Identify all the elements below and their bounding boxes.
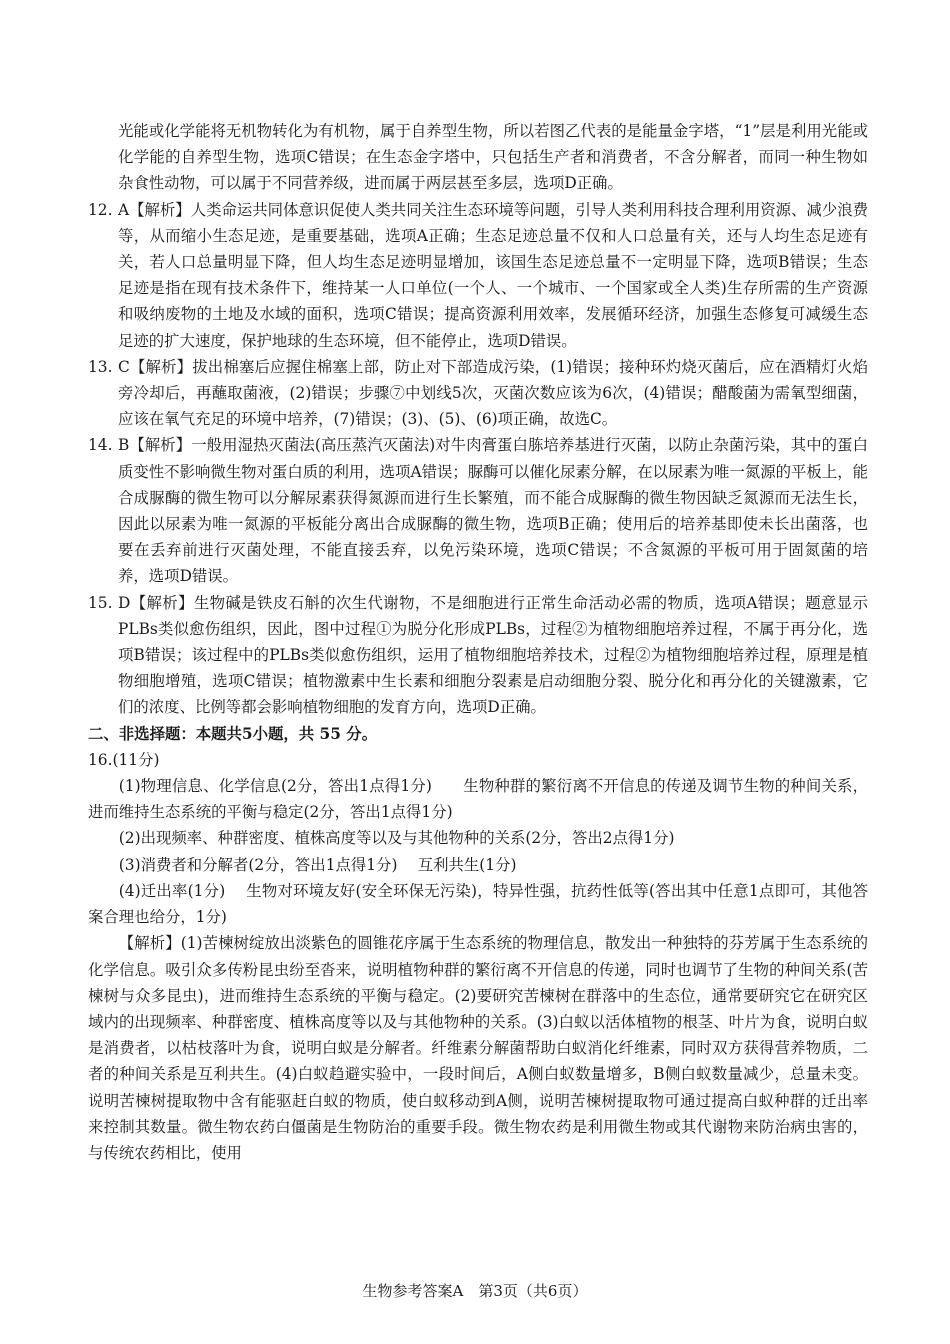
q16-analysis: 【解析】(1)苦楝树绽放出淡紫色的圆锥花序属于生态系统的物理信息，散发出一种独特的芬芳属于生态系统的化学信息。吸引众多传粉昆虫纷至沓来，说明植物种群的繁衍离不开信息的传递，同时也调节了生物的种间关系(苦楝树与众多昆虫)，进而维持生态系统的平衡与稳定。(2)要研究苦楝树在群落中的生态位，通常要研究它在研究区域内的出现频率、种群密度、植株高度等以及与其他物种的关系。(3)白蚁以活体植物的根茎、叶片为食，说明白蚁是消费者，以枯枝落叶为食，说明白蚁是分解者。纤维素分解菌帮助白蚁消化纤维素，同时双方获得营养物质，二者的种间关系是互利共生。(4)白蚁趋避实验中，一段时间后，A侧白蚁数量增多，B侧白蚁数量减少，总量未变。说明苦楝树提取物中含有能驱赶白蚁的物质，使白蚁移动到A侧，说明苦楝树提取物可通过提高白蚁种群的迁出率来控制其数量。微生物农药白僵菌是生物防治的重要手段。微生物农药是利用微生物或其代谢物来防治病虫害的，与传统农药相比，使用 [88, 934, 868, 1162]
question-explanation: D【解析】生物碱是铁皮石斛的次生代谢物，不是细胞进行正常生命活动必需的物质，选项A错误；题意显示PLBs类似愈伤组织，因此，图中过程①为脱分化形成PLBs，过程②为植物细胞培养过程，不属于再分化，选项B错误；该过程中的PLBs类似愈伤组织，运用了植物细胞培养技术，过程②为植物细胞培养过程，原理是植物细胞增殖，选项C错误；植物激素中生长素和细胞分裂素是启动细胞分裂、脱分化和再分化的关键激素，它们的浓度、比例等都会影响植物细胞的发育方向，选项D正确。 [118, 593, 868, 717]
question-item-15 [88, 590, 868, 721]
question-explanation: C【解析】拔出棉塞后应握住棉塞上部，防止对下部造成污染，(1)错误；接种环灼烧灭菌后，应在酒精灯火焰旁冷却后，再蘸取菌液，(2)错误；步骤⑦中划线5次，灭菌次数应该为6次，(4)错误；醋酸菌为需氧型细菌，应该在氧气充足的环境中培养，(7)错误；(3)、(5)、(6)项正确，故选C。 [118, 357, 868, 429]
page-footer: 生物参考答案A 第3页（共6页） [362, 1282, 588, 1300]
question-item-14 [88, 432, 868, 589]
q16-answer-2: (2)出现频率、种群密度、植株高度等以及与其他物种的关系(2分，答出2点得1分) [118, 829, 675, 848]
question-item-13 [88, 354, 868, 433]
q11-continuation: 光能或化学能将无机物转化为有机物，属于自养型生物，所以若图乙代表的是能量金字塔，“1”层是利用光能或化学能的自养型生物，选项C错误；在生态金字塔中，只包括生产者和消费者，不含分解者，而同一种生物如杂食性动物，可以属于不同营养级，进而属于两层甚至多层，选项D正确。 [118, 122, 868, 193]
question-number: 13. [88, 357, 113, 376]
question-explanation: B【解析】一般用湿热灭菌法(高压蒸汽灭菌法)对牛肉膏蛋白胨培养基进行灭菌，以防止杂菌污染，其中的蛋白质变性不影响微生物对蛋白质的利用，选项A错误；脲酶可以催化尿素分解，在以尿素为唯一氮源的平板上，能合成脲酶的微生物可以分解尿素获得氮源而进行生长繁殖，而不能合成脲酶的微生物因缺乏氮源而无法生长，因此以尿素为唯一氮源的平板能分离出合成脲酶的微生物，选项B正确；使用后的培养基即使未长出菌落，也要在丢弃前进行灭菌处理，不能直接丢弃，以免污染环境，选项C错误；不含氮源的平板可用于固氮菌的培养，选项D错误。 [118, 436, 868, 586]
answer-page [88, 118, 868, 1166]
section-title: 二、非选择题：本题共5小题，共 55 分。 [88, 724, 378, 743]
question-number: 12. [88, 200, 113, 219]
question-item-12 [88, 197, 868, 354]
question-number: 14. [88, 436, 113, 455]
q16-answer-4: (4)迁出率(1分) 生物对环境友好(安全环保无污染)，特异性强，抗药性低等(答出其中任意1点即可，其他答案合理也给分，1分) [88, 881, 868, 927]
question-explanation: A【解析】人类命运共同体意识促使人类共同关注生态环境等问题，引导人类利用科技合理利用资源、减少浪费等，从而缩小生态足迹，是重要基础，选项A正确；生态足迹总量不仅和人口总量有关，还与人均生态足迹有关，若人口总量明显下降，但人均生态足迹明显增加，该国生态足迹总量不一定明显下降，选项B错误；生态足迹是指在现有技术条件下，维持某一人口单位(一个人、一个城市、一个国家或全人类)生存所需的生产资源和吸纳废物的土地及水域的面积，选项C错误；提高资源利用效率，发展循环经济，加强生态修复可减缓生态足迹的扩大速度，保护地球的生态环境，但不能停止，选项D错误。 [118, 200, 868, 350]
question-number: 15. [88, 593, 113, 612]
q16-answer-1: (1)物理信息、化学信息(2分，答出1点得1分) 生物种群的繁衍离不开信息的传递及调节生物的种间关系，进而维持生态系统的平衡与稳定(2分，答出1点得1分) [88, 777, 868, 822]
q16-header: 16.(11分) [88, 750, 160, 769]
q16-answer-3: (3)消费者和分解者(2分，答出1点得1分) 互利共生(1分) [118, 855, 517, 874]
